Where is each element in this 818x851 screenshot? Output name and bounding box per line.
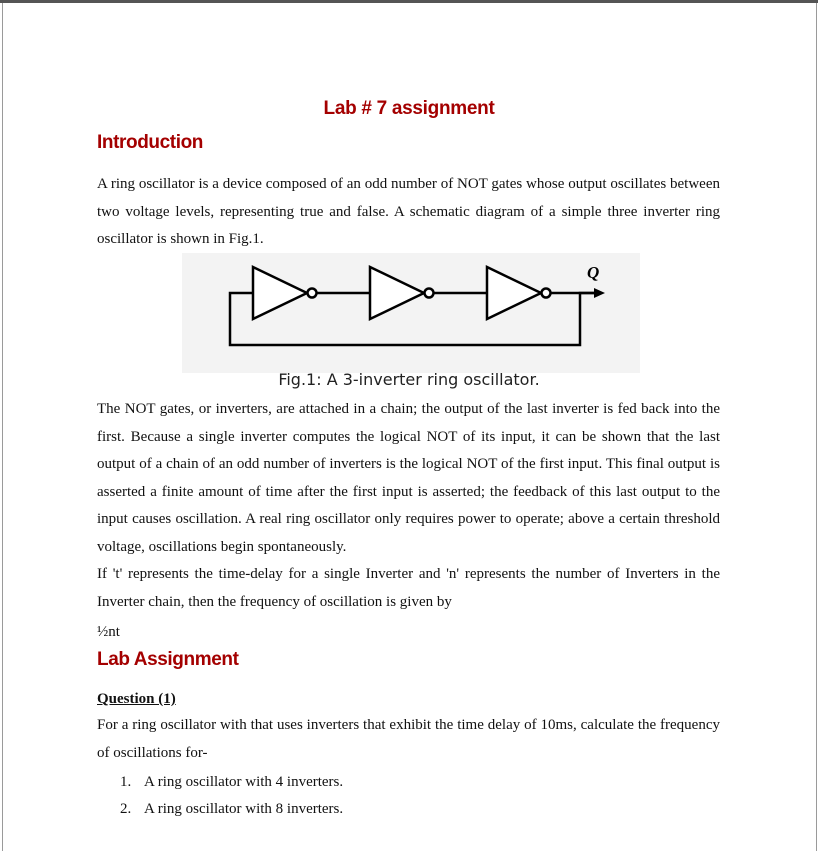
intro-paragraph: A ring oscillator is a device composed of an odd number of NOT gates whose output oscillates between two voltage levels, representing true and false. A schematic diagram of a simple three inverter ring oscillator is shown in Fig.1. [97, 176, 720, 247]
output-label: Q [587, 263, 600, 282]
question-text: For a ring oscillator with that uses inverters that exhibit the time delay of 10ms, calculate the frequency of oscillations for- [97, 717, 720, 761]
list-item [120, 772, 343, 792]
figure-caption: Fig.1: A 3-inverter ring oscillator. [278, 370, 540, 389]
inverter-3-bubble [542, 289, 551, 298]
inverter-2 [370, 267, 424, 319]
question-label: Question (1) [97, 691, 176, 707]
inverter-1 [253, 267, 307, 319]
list-item-text: A ring oscillator with 8 inverters. [144, 801, 344, 817]
introduction-heading: Introduction [97, 132, 204, 153]
ring-oscillator-figure [182, 253, 640, 373]
list-item-text: A ring oscillator with 4 inverters. [144, 774, 344, 790]
inverter-2-bubble [425, 289, 434, 298]
list-item [120, 799, 343, 819]
lab-assignment-heading: Lab Assignment [97, 649, 239, 670]
inverter-chain-paragraph: The NOT gates, or inverters, are attached in a chain; the output of the last inverter is fed back into the first. Because a single inverter computes the logical NOT of its input, it can be shown that the last output of a chain of an odd number of inverters is the logical NOT of the first input. This final output is asserted a finite amount of time after the first input is asserted; the feedback of this last output to the input causes oscillation. A real ring oscillator only requires power to operate; above a certain threshold voltage, oscillations begin spontaneously. [97, 401, 720, 555]
list-item-number: 2. [120, 801, 132, 817]
frequency-paragraph: If 't' represents the time-delay for a single Inverter and 'n' represents the number of Inverters in the Inverter chain, then the frequency of oscillation is given by [97, 566, 720, 610]
output-arrow-icon [594, 288, 605, 298]
page-title: Lab # 7 assignment [323, 98, 495, 119]
inverter-3 [487, 267, 541, 319]
frequency-formula: ½nt [97, 624, 120, 640]
list-item-number: 1. [120, 774, 132, 790]
ring-oscillator-diagram [182, 253, 640, 373]
inverter-1-bubble [308, 289, 317, 298]
